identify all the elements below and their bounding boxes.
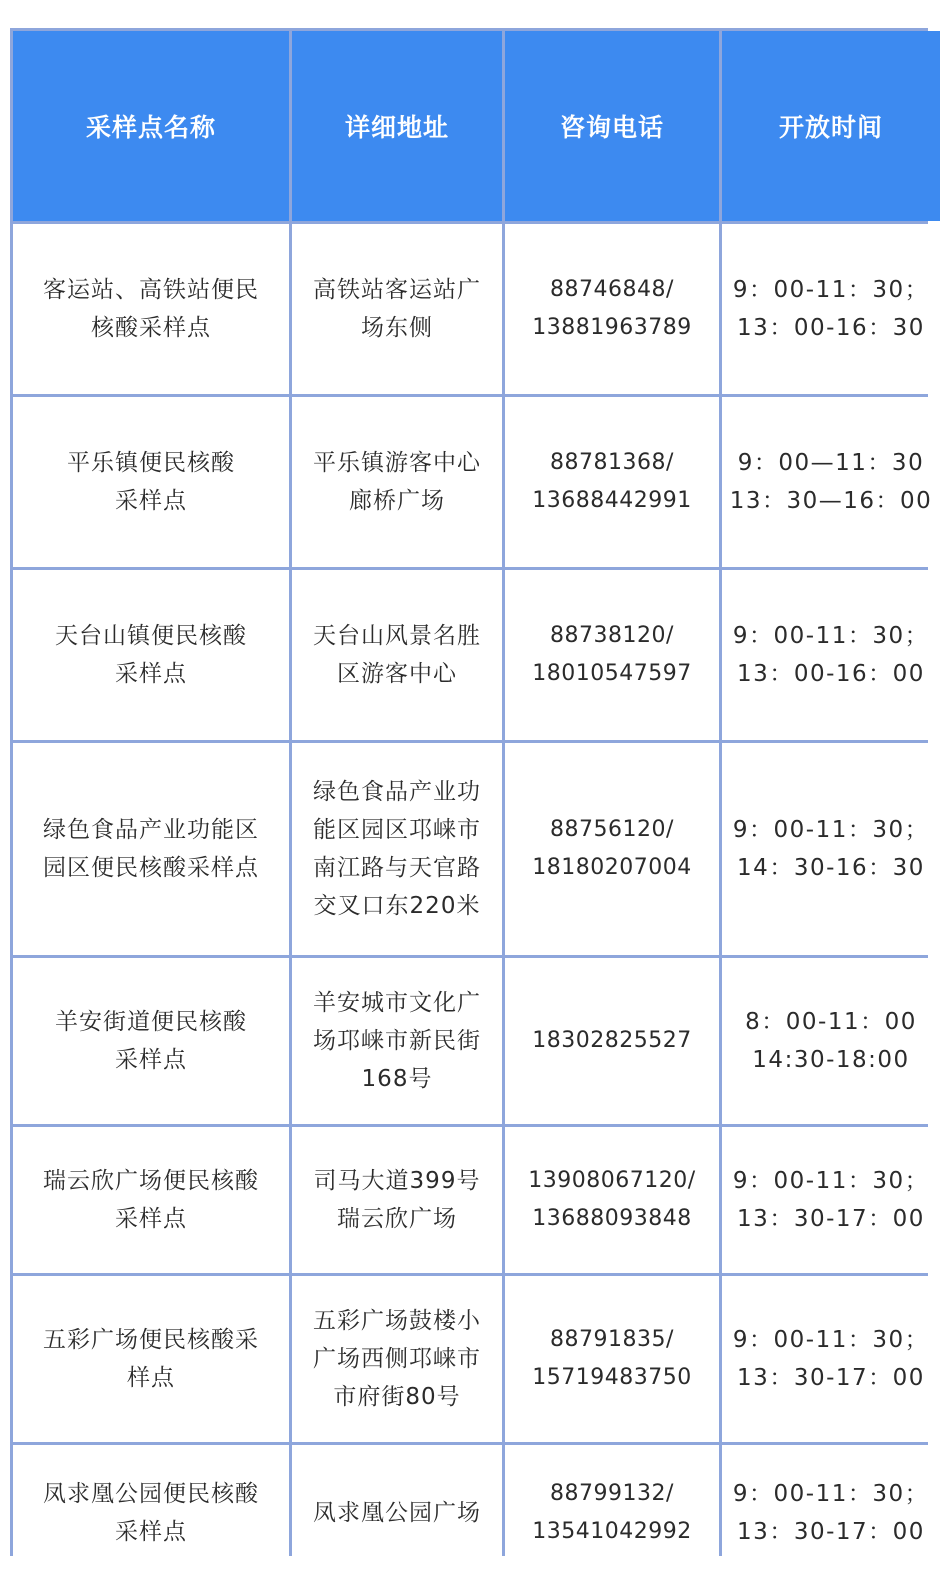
cell-site-name: 客运站、高铁站便民 核酸采样点 <box>13 224 289 394</box>
cell-phone: 88746848/ 13881963789 <box>505 224 719 394</box>
cell-site-name: 平乐镇便民核酸 采样点 <box>13 397 289 567</box>
cell-site-name: 羊安街道便民核酸 采样点 <box>13 958 289 1124</box>
cell-site-name: 瑞云欣广场便民核酸 采样点 <box>13 1127 289 1273</box>
cell-hours: 9：00-11：30； 13：30-17：00 <box>722 1127 940 1273</box>
cell-phone: 18302825527 <box>505 958 719 1124</box>
cell-hours: 8：00-11：00 14:30-18:00 <box>722 958 940 1124</box>
cell-address: 天台山风景名胜 区游客中心 <box>292 570 502 740</box>
cell-site-name: 五彩广场便民核酸采 样点 <box>13 1276 289 1442</box>
cell-address: 高铁站客运站广 场东侧 <box>292 224 502 394</box>
cell-phone: 88756120/ 18180207004 <box>505 743 719 955</box>
cell-address: 五彩广场鼓楼小 广场西侧邛崃市 市府街80号 <box>292 1276 502 1442</box>
cell-address: 绿色食品产业功 能区园区邛崃市 南江路与天官路 交叉口东220米 <box>292 743 502 955</box>
cell-address: 平乐镇游客中心 廊桥广场 <box>292 397 502 567</box>
cell-site-name: 绿色食品产业功能区 园区便民核酸采样点 <box>13 743 289 955</box>
header-site-name: 采样点名称 <box>13 31 289 221</box>
cell-phone: 13908067120/ 13688093848 <box>505 1127 719 1273</box>
sampling-sites-table <box>10 28 933 1556</box>
cell-address: 羊安城市文化广 场邛崃市新民街 168号 <box>292 958 502 1124</box>
cell-hours: 9：00-11：30； 13：30-17：00 <box>722 1276 940 1442</box>
header-hours: 开放时间 <box>722 31 940 221</box>
cell-address: 司马大道399号 瑞云欣广场 <box>292 1127 502 1273</box>
header-address: 详细地址 <box>292 31 502 221</box>
cell-phone: 88791835/ 15719483750 <box>505 1276 719 1442</box>
cell-phone: 88781368/ 13688442991 <box>505 397 719 567</box>
header-phone: 咨询电话 <box>505 31 719 221</box>
cell-hours: 9：00-11：30； 13：30-17：00 <box>722 1445 940 1581</box>
cell-hours: 9：00-11：30； 14：30-16：30 <box>722 743 940 955</box>
cell-hours: 9：00-11：30； 13：00-16：30 <box>722 224 940 394</box>
cell-phone: 88738120/ 18010547597 <box>505 570 719 740</box>
cell-address: 凤求凰公园广场 <box>292 1445 502 1581</box>
cell-site-name: 凤求凰公园便民核酸 采样点 <box>13 1445 289 1581</box>
cell-site-name: 天台山镇便民核酸 采样点 <box>13 570 289 740</box>
cell-hours: 9：00-11：30； 13：00-16：00 <box>722 570 940 740</box>
cell-hours: 9：00—11：30 13：30—16：00 <box>722 397 940 567</box>
cell-phone: 88799132/ 13541042992 <box>505 1445 719 1581</box>
